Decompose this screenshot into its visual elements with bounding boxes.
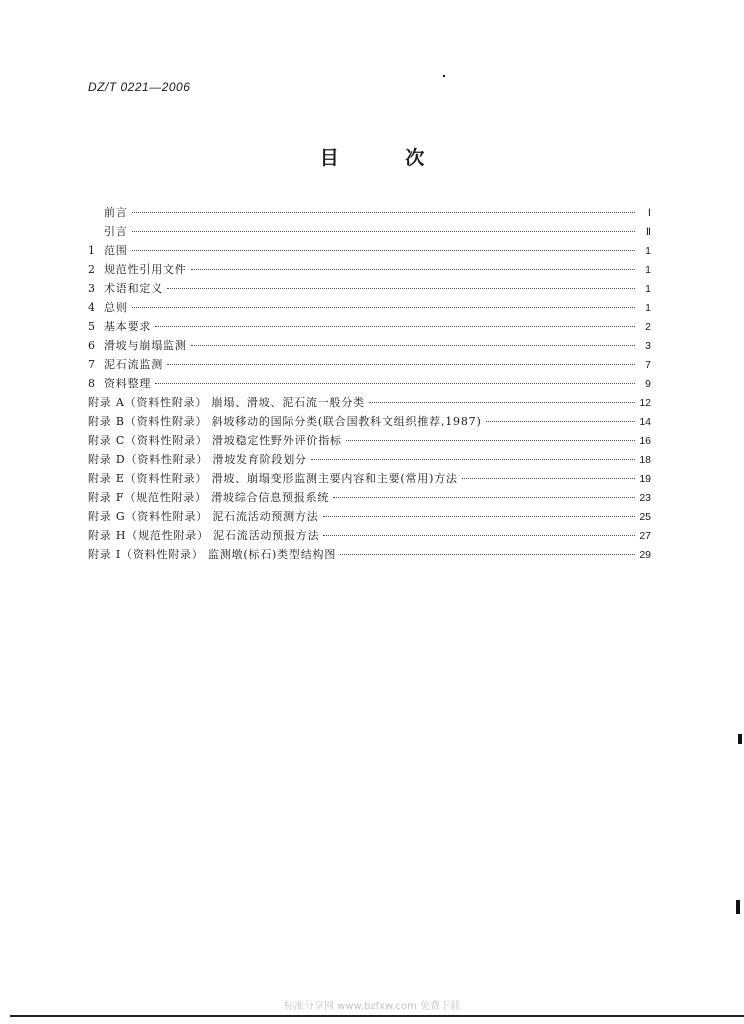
dot-leader — [333, 496, 635, 498]
entry-page: 19 — [639, 473, 651, 485]
entry-label: 附录 I（资料性附录） 监测墩(标石)类型结构图 — [88, 548, 337, 561]
entry-page: 9 — [645, 378, 651, 390]
entry-number: 3 — [88, 282, 95, 295]
entry-number: 7 — [88, 358, 95, 371]
scan-speck — [738, 734, 742, 744]
entry-label: 附录 G（资料性附录） 泥石流活动预测方法 — [88, 510, 319, 523]
toc-entry-appendix-c[interactable] — [88, 431, 651, 450]
entry-label: 附录 A（资料性附录） 崩塌、滑坡、泥石流一般分类 — [88, 396, 365, 409]
toc-entry-basic-requirements[interactable] — [88, 317, 651, 336]
toc-entry-introduction[interactable] — [88, 222, 651, 241]
toc-entry-terms[interactable] — [88, 279, 651, 298]
entry-label: 附录 F（规范性附录） 滑坡综合信息预报系统 — [88, 491, 330, 504]
entry-number: 6 — [88, 339, 95, 352]
dot-leader — [132, 230, 635, 232]
dot-leader — [323, 515, 635, 517]
toc-entry-normative-references[interactable] — [88, 260, 651, 279]
entry-label: 总则 — [104, 301, 128, 314]
toc-entry-data-processing[interactable] — [88, 374, 651, 393]
entry-label: 前言 — [104, 206, 128, 219]
toc-entry-appendix-i[interactable] — [88, 545, 651, 564]
entry-label: 规范性引用文件 — [104, 263, 187, 276]
entry-page: 14 — [639, 416, 651, 428]
entry-label: 附录 B（资料性附录） 斜坡移动的国际分类(联合国教科文组织推荐,1987) — [88, 415, 482, 428]
entry-number: 1 — [88, 244, 95, 257]
dot-leader — [323, 534, 635, 536]
entry-label: 基本要求 — [104, 320, 152, 333]
entry-label: 附录 E（资料性附录） 滑坡、崩塌变形监测主要内容和主要(常用)方法 — [88, 472, 458, 485]
entry-page: 1 — [645, 283, 651, 295]
toc-title: 目 次 — [319, 147, 455, 169]
toc-entry-debris-flow-monitoring[interactable] — [88, 355, 651, 374]
dot-leader — [369, 401, 635, 403]
entry-page: 1 — [645, 302, 651, 314]
entry-page: 16 — [639, 435, 651, 447]
entry-page: 12 — [639, 397, 651, 409]
dot-leader — [132, 306, 635, 308]
entry-page: 18 — [639, 454, 651, 466]
scan-speck — [736, 900, 740, 914]
toc-entry-appendix-b[interactable] — [88, 412, 651, 431]
toc-entry-appendix-d[interactable] — [88, 450, 651, 469]
dot-leader — [462, 477, 635, 479]
dot-leader — [167, 363, 635, 365]
entry-label: 术语和定义 — [104, 282, 163, 295]
entry-label: 泥石流监测 — [104, 358, 163, 371]
toc-entry-appendix-f[interactable] — [88, 488, 651, 507]
entry-page: 23 — [639, 492, 651, 504]
entry-label: 范围 — [104, 244, 128, 257]
dot-leader — [132, 249, 635, 251]
dot-leader — [340, 553, 635, 555]
dot-leader — [346, 439, 635, 441]
dot-leader — [167, 287, 635, 289]
watermark: 标准分享网 www.bzfxw.com 免费下载 — [284, 1001, 460, 1012]
entry-label: 附录 H（规范性附录） 泥石流活动预报方法 — [88, 529, 320, 542]
entry-page: Ⅱ — [645, 226, 651, 238]
toc-entry-appendix-a[interactable] — [88, 393, 651, 412]
entry-page: 25 — [639, 511, 651, 523]
table-of-contents — [88, 203, 651, 564]
entry-label: 附录 C（资料性附录） 滑坡稳定性野外评价指标 — [88, 434, 342, 447]
entry-label: 滑坡与崩塌监测 — [104, 339, 187, 352]
dot-leader — [191, 344, 635, 346]
document-code: DZ/T 0221—2006 — [88, 80, 191, 94]
dot-leader — [155, 382, 635, 384]
toc-entry-general[interactable] — [88, 298, 651, 317]
entry-page: 1 — [645, 245, 651, 257]
toc-entry-scope[interactable] — [88, 241, 651, 260]
toc-entry-foreword[interactable] — [88, 203, 651, 222]
entry-label: 引言 — [104, 225, 128, 238]
dot-leader — [486, 420, 635, 422]
dot-leader — [155, 325, 635, 327]
toc-entry-appendix-e[interactable] — [88, 469, 651, 488]
dot-leader — [132, 211, 635, 213]
entry-page: Ⅰ — [647, 207, 651, 219]
entry-page: 7 — [645, 359, 651, 371]
dot-leader — [191, 268, 635, 270]
entry-number: 4 — [88, 301, 95, 314]
entry-page: 2 — [645, 321, 651, 333]
entry-number: 8 — [88, 377, 95, 390]
entry-page: 29 — [639, 549, 651, 561]
toc-entry-landslide-monitoring[interactable] — [88, 336, 651, 355]
bottom-rule — [10, 1015, 744, 1017]
entry-page: 3 — [645, 340, 651, 352]
entry-page: 27 — [639, 530, 651, 542]
dot-leader — [311, 458, 635, 460]
entry-page: 1 — [645, 264, 651, 276]
entry-number: 2 — [88, 263, 95, 276]
entry-number: 5 — [88, 320, 95, 333]
entry-label: 附录 D（资料性附录） 滑坡发育阶段划分 — [88, 453, 307, 466]
toc-entry-appendix-g[interactable] — [88, 507, 651, 526]
toc-entry-appendix-h[interactable] — [88, 526, 651, 545]
scan-speck — [443, 75, 445, 77]
entry-label: 资料整理 — [104, 377, 152, 390]
